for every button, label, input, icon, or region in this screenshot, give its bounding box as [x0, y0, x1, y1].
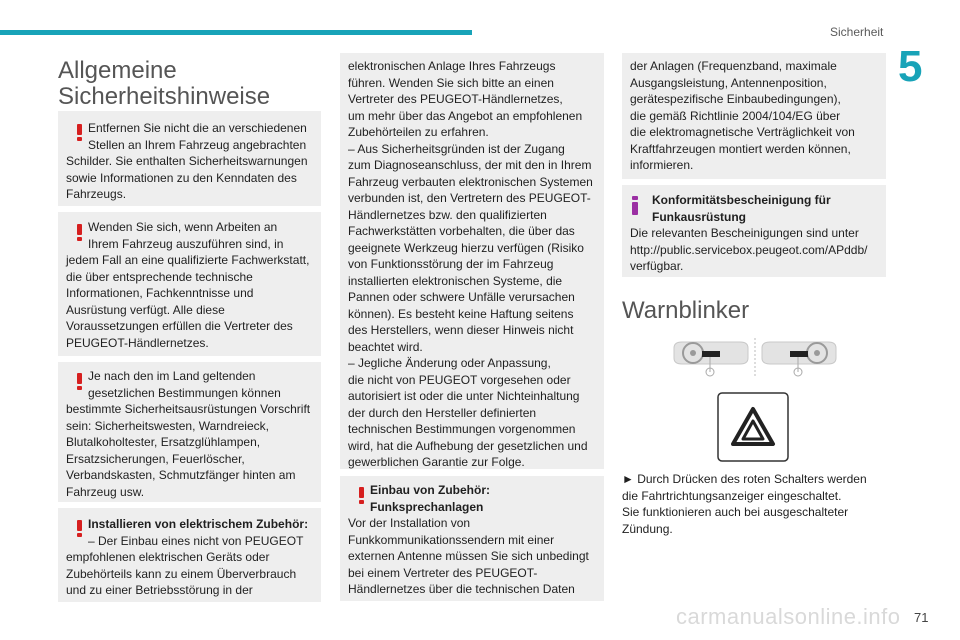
watermark: carmanualsonline.info [676, 604, 901, 629]
warning-box-labels: Entfernen Sie nicht die an verschiedenen Stellen an Ihrem Fahrzeug angebrachten Schilder. Sie enthalten Sicherheitswarnungen sowie Informationen zu den Kenndaten des Fahrzeugs. [58, 111, 321, 206]
hazard-switch-illustration [717, 392, 789, 462]
page-number: 71 [914, 610, 929, 625]
warning-box-equipment: Je nach den im Land geltenden gesetzlichen Bestimmungen können bestimmte Sicherheitsausrüstungen Vorschrift sein: Sicherheitswesten, Warndreieck, Blutalkoholtester, Ersatzglühlampen, Ersatzsicherungen, Feuerlöscher, Verbandskasten, Schmutzfänger hinten am Fahrzeug usw. [58, 362, 321, 502]
dashboard-diagram [670, 336, 840, 378]
warning-box-workshop: Wenden Sie sich, wenn Arbeiten an Ihrem Fahrzeug auszuführen sind, in jedem Fall an eine qualifizierte Fachwerkstatt, die über entsprechende technische Informationen, Fachkenntnisse und Ausrüstung verfügt. Alle diese Voraussetzungen erfüllen die Vertreter des PEUGEOT-Händlernetzes. [58, 212, 321, 356]
page-heading: Allgemeine Sicherheitshinweise [58, 57, 271, 110]
warning-box-radio-continued: der Anlagen (Frequenzband, maximale Ausgangsleistung, Antennenposition, gerätespezifische Einbaubedingungen), die gemäß Richtlinie 2004/104/EG über die elektromagnetische Verträglichkeit von Kraftfahrzeugen montiert werden können, informieren. [622, 53, 886, 179]
exclamation-icon [359, 487, 364, 501]
section-heading-hazard: Warnblinker [622, 297, 750, 324]
warning-box-electrical-continued: elektronischen Anlage Ihres Fahrzeugs führen. Wenden Sie sich bitte an einen Vertreter des PEUGEOT-Händlernetzes, um mehr über das Angebot an empfohlenen Zubehörteilen zu erfahren. – Aus Sicherheitsgründen ist der Zugang zum Diagnoseanschluss, der mit den in Ihrem Fahrzeug verbauten elektronischen Systemen verbunden ist, den Vertretern des PEUGEOT- Händlernetzes bzw. den qualifizierten Fachwerkstätten vorbehalten, die über das geeignete Werkzeug hierzu verfügen (Risiko von Funktionsstörung der im Fahrzeug installierten elektronischen Systeme, die Pannen oder schwere Unfälle verursachen können). Es besteht keine Haftung seitens des Herstellers, wenn dieser Hinweis nicht beachtet wird. – Jegliche Änderung oder Anpassung, die nicht von PEUGEOT vorgesehen oder autorisiert ist oder die unter Nichteinhaltung der durch den Hersteller definierten technischen Bestimmungen vorgenommen wird, hat die Aufhebung der gesetzlichen und gewerblichen Garantie zur Folge. [340, 53, 604, 469]
info-box-conformity: Konformitätsbescheinigung für Funkausrüstung Die relevanten Bescheinigungen sind unter http://public.servicebox.peugeot.com/APddb/ verfügbar. [622, 185, 886, 277]
hazard-instructions: ► Durch Drücken des roten Schalters werden die Fahrtrichtungsanzeiger eingeschaltet. Sie funktionieren auch bei ausgeschalteter Zündung. [622, 472, 867, 536]
warning-box-radio: Einbau von Zubehör: Funksprechanlagen Vor der Installation von Funkkommunikationssendern mit einer externen Antenne müssen Sie sich unbedingt bei einem Vertreter des PEUGEOT- Händlernetzes über die technischen Daten [340, 476, 604, 601]
exclamation-icon [77, 124, 82, 138]
exclamation-icon [77, 224, 82, 238]
warning-box-electrical: Installieren von elektrischem Zubehör: – Der Einbau eines nicht von PEUGEOT empfohlenen elektrischen Geräts oder Zubehörteils kann zu einem Überverbrauch und zu einer Betriebsstörung in der [58, 508, 321, 602]
right-hand-drive-dashboard [762, 342, 836, 376]
chapter-number: 5 [898, 42, 923, 91]
header-accent-bar [0, 30, 472, 35]
exclamation-icon [77, 373, 82, 387]
section-title: Sicherheit [830, 25, 884, 39]
info-icon [632, 196, 638, 214]
exclamation-icon [77, 520, 82, 534]
left-hand-drive-dashboard [674, 342, 748, 376]
